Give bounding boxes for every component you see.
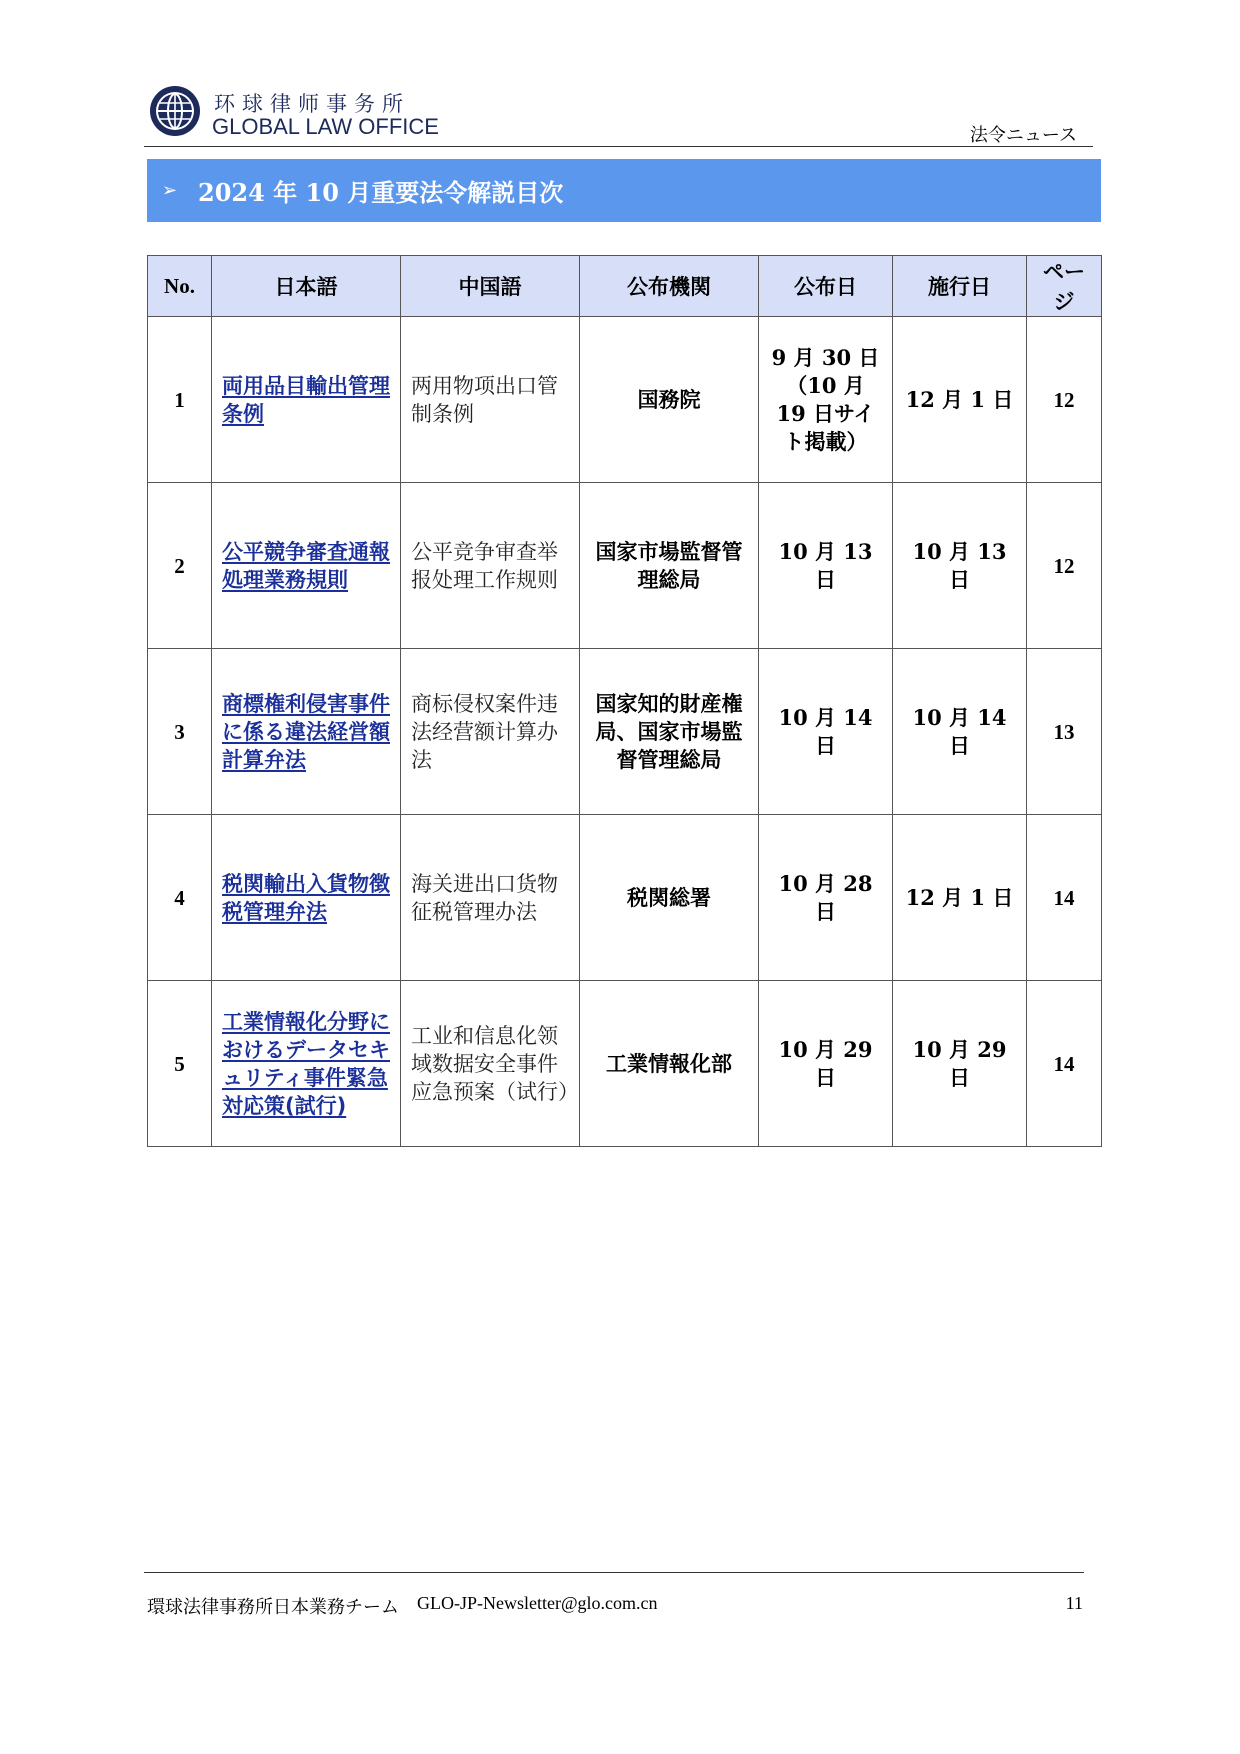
logo-english-name: GLOBAL LAW OFFICE <box>212 114 439 139</box>
banner-title: 2024 年 10 月重要法令解説目次 <box>198 178 564 207</box>
col-header-no: No. <box>148 256 212 317</box>
col-header-issuer: 公布機関 <box>580 256 759 317</box>
page-number: 11 <box>1065 1593 1083 1613</box>
section-banner <box>147 159 1101 222</box>
toc-table <box>147 255 1102 1147</box>
table-header-row <box>148 256 1102 317</box>
col-header-published: 公布日 <box>759 256 893 317</box>
issuing-body: 国家市場監督管理総局 <box>580 483 759 649</box>
arrow-bullet-icon: ➢ <box>162 180 178 200</box>
col-header-chinese: 中国語 <box>401 256 580 317</box>
page-ref: 12 <box>1027 317 1102 483</box>
col-header-effective: 施行日 <box>893 256 1027 317</box>
chinese-title: 海关进出口货物征税管理办法 <box>401 815 580 981</box>
published-date: 10 月 14 日 <box>759 649 893 815</box>
published-date: 9 月 30 日（10 月 19 日サイト掲載） <box>759 317 893 483</box>
logo-chinese-name: 环球律师事务所 <box>214 92 410 116</box>
law-title-link[interactable]: 公平競争審査通報処理業務規則 <box>222 539 390 592</box>
firm-logo <box>148 84 448 144</box>
row-number: 1 <box>148 317 212 483</box>
issuing-body: 工業情報化部 <box>580 981 759 1147</box>
published-date: 10 月 13 日 <box>759 483 893 649</box>
footer-email: GLO-JP-Newsletter@glo.com.cn <box>417 1593 658 1613</box>
globe-icon <box>148 84 202 138</box>
page-ref: 12 <box>1027 483 1102 649</box>
page-ref: 14 <box>1027 815 1102 981</box>
col-header-japanese: 日本語 <box>212 256 401 317</box>
published-date: 10 月 29 日 <box>759 981 893 1147</box>
chinese-title: 商标侵权案件违法经营额计算办法 <box>401 649 580 815</box>
row-number: 3 <box>148 649 212 815</box>
footer-divider <box>144 1572 1084 1573</box>
footer-team: 環球法律事務所日本業務チーム <box>147 1597 399 1618</box>
table-row <box>148 483 1102 649</box>
issuing-body: 税関総署 <box>580 815 759 981</box>
page-ref: 13 <box>1027 649 1102 815</box>
col-header-page: ページ <box>1027 256 1102 317</box>
table-row <box>148 649 1102 815</box>
chinese-title: 两用物项出口管制条例 <box>401 317 580 483</box>
table-row <box>148 981 1102 1147</box>
effective-date: 12 月 1 日 <box>893 815 1027 981</box>
page-ref: 14 <box>1027 981 1102 1147</box>
row-number: 5 <box>148 981 212 1147</box>
row-number: 2 <box>148 483 212 649</box>
chinese-title: 公平竞争审查举报处理工作规则 <box>401 483 580 649</box>
effective-date: 10 月 14 日 <box>893 649 1027 815</box>
table-row <box>148 815 1102 981</box>
issuing-body: 国家知的財産権局、国家市場監督管理総局 <box>580 649 759 815</box>
row-number: 4 <box>148 815 212 981</box>
law-title-link[interactable]: 税関輸出入貨物徴税管理弁法 <box>222 871 390 924</box>
law-title-link[interactable]: 工業情報化分野におけるデータセキュリティ事件緊急対応策(試行) <box>222 1009 390 1118</box>
law-title-link[interactable]: 商標権利侵害事件に係る違法経営額計算弁法 <box>222 691 390 772</box>
effective-date: 12 月 1 日 <box>893 317 1027 483</box>
section-label: 法令ニュース <box>969 125 1077 146</box>
chinese-title: 工业和信息化领域数据安全事件应急预案（试行） <box>401 981 580 1147</box>
issuing-body: 国務院 <box>580 317 759 483</box>
law-title-link[interactable]: 両用品目輸出管理条例 <box>222 373 390 426</box>
published-date: 10 月 28 日 <box>759 815 893 981</box>
effective-date: 10 月 29 日 <box>893 981 1027 1147</box>
effective-date: 10 月 13 日 <box>893 483 1027 649</box>
table-row <box>148 317 1102 483</box>
header-divider <box>144 146 1093 147</box>
